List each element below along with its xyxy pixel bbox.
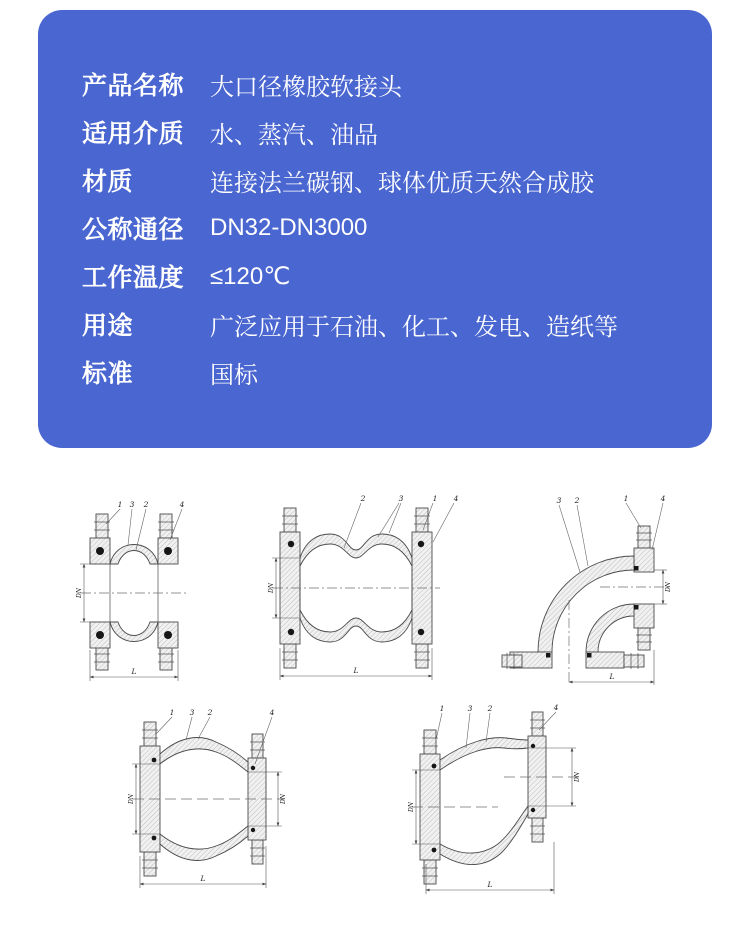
spec-label: 标准: [82, 360, 134, 388]
dim-length-label: L: [131, 667, 137, 676]
dim-diameter-left-label: DN: [408, 801, 415, 813]
callout-4: 4: [179, 500, 185, 509]
callout-1: 1: [623, 494, 629, 503]
spec-label: 工作温度: [82, 264, 185, 292]
callout-2: 2: [487, 704, 493, 713]
dimension-length: [280, 648, 432, 680]
spec-row-nominal-diameter: [82, 204, 682, 252]
spec-card: [38, 10, 712, 448]
spec-value: 国标: [210, 361, 258, 389]
dim-diameter-label: DN: [268, 582, 275, 594]
spec-label: 产品名称: [82, 72, 185, 100]
spec-label: 材质: [82, 168, 134, 196]
spec-value: 水、蒸汽、油品: [210, 121, 378, 149]
dim-diameter-label: DN: [76, 587, 83, 599]
callout-3: 3: [467, 704, 473, 713]
joint-body: [502, 526, 654, 668]
dim-length-label: L: [200, 874, 206, 883]
dim-length-label: L: [487, 880, 493, 889]
dim-length-label: L: [609, 672, 615, 681]
spec-row-medium: [82, 108, 682, 156]
callout-2: 2: [574, 496, 580, 505]
diagram-double-sphere-joint: [268, 492, 468, 684]
callout-3: 3: [189, 708, 195, 717]
callout-2: 2: [360, 494, 366, 503]
callout-3: 3: [398, 494, 404, 503]
spec-label: 公称通径: [82, 216, 185, 244]
callout-3: 3: [129, 500, 135, 509]
dim-diameter-label: DN: [665, 581, 672, 593]
diagram-concentric-reducer-joint: [128, 706, 290, 892]
spec-row-product-name: [82, 60, 682, 108]
dim-diameter-right-label: DN: [574, 771, 581, 783]
spec-value: 广泛应用于石油、化工、发电、造纸等: [210, 313, 618, 341]
spec-row-material: [82, 156, 682, 204]
spec-row-working-temperature: [82, 252, 682, 300]
callout-1: 1: [169, 708, 175, 717]
callout-1: 1: [117, 500, 123, 509]
diagram-eccentric-reducer-joint: [406, 702, 586, 898]
centerlines: [569, 587, 670, 684]
spec-row-usage: [82, 300, 682, 348]
callout-4: 4: [269, 708, 275, 717]
spec-value: DN32-DN3000: [210, 214, 368, 241]
callout-1: 1: [439, 704, 445, 713]
bolt-thread-lines: [507, 533, 652, 669]
callout-1: 1: [432, 494, 438, 503]
diagram-single-sphere-joint: [76, 498, 191, 688]
spec-label: 适用介质: [82, 120, 185, 148]
joint-body: [280, 508, 432, 668]
callout-4: 4: [453, 494, 459, 503]
dim-length-label: L: [353, 666, 359, 675]
spec-row-standard: [82, 348, 682, 396]
dim-diameter-left-label: DN: [128, 793, 135, 805]
diagram-elbow-joint: [500, 492, 675, 688]
joint-body: [420, 712, 546, 884]
spec-value: ≤120℃: [210, 262, 291, 290]
spec-label: 用途: [82, 312, 134, 340]
spec-value: 连接法兰碳钢、球体优质天然合成胶: [210, 169, 594, 197]
callout-2: 2: [143, 500, 149, 509]
callout-4: 4: [553, 703, 559, 712]
callout-2: 2: [207, 708, 213, 717]
dim-diameter-right-label: DN: [280, 793, 287, 805]
callout-3: 3: [556, 496, 562, 505]
spec-value: 大口径橡胶软接头: [210, 73, 402, 101]
joint-body: [90, 514, 178, 670]
callout-4: 4: [660, 494, 666, 503]
